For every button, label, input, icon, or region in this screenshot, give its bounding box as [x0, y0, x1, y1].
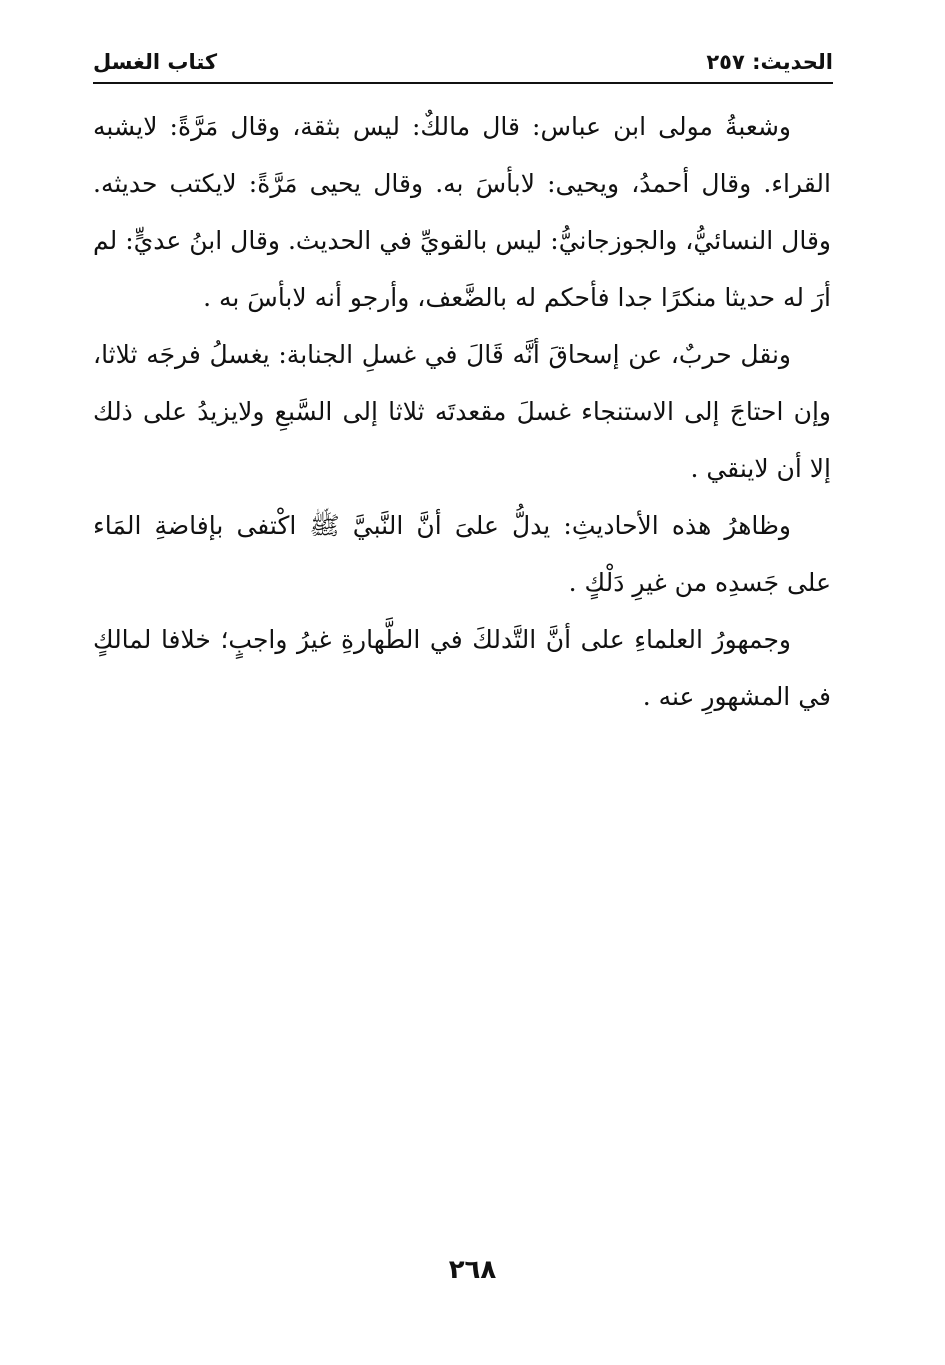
- paragraph-majority-opinion: وجمهورُ العلماءِ على أنَّ التَّدلكَ في الطَّهارةِ غيرُ واجبٍ؛ خلافا لمالكٍ في المشهورِ عنه .: [93, 625, 831, 711]
- chapter-title: كتاب الغسل: [93, 50, 218, 74]
- paragraph-narrator-shuba: وشعبةُ مولى ابن عباس: قال مالكٌ: ليس بثقة، وقال مَرَّةً: لايشبه القراء. وقال أحمدُ، ويحيى: لابأسَ به. وقال يحيى مَرَّةً: لايكتب حديثه. وقال النسائيُّ، والجوزجانيُّ: ليس بالقويِّ في الحديث. وقال ابنُ عديٍّ: لم أرَ له حديثا منكرًا جدا فأحكم له بالضَّعف، وأرجو أنه لابأسَ به .: [93, 112, 831, 312]
- hadith-number-title: الحديث: ٢٥٧: [706, 50, 833, 74]
- page-number: ٢٦٨: [448, 1255, 497, 1285]
- paragraph-harb-narration: ونقل حربٌ، عن إسحاقَ أنَّه قَالَ في غسلِ الجنابة: يغسلُ فرجَه ثلاثا، وإن احتاجَ إلى الاستنجاء غسلَ مقعدتَه ثلاثا إلى السَّبعِ ولايزيدُ على ذلك إلا أن لاينقي .: [93, 340, 831, 483]
- paragraph-apparent-meaning: وظاهرُ هذه الأحاديثِ: يدلُّ علىَ أنَّ النَّبيَّ ﷺ اكْتفى بإفاضةِ المَاء على جَسدِه من غيرِ دَلْكٍ .: [93, 511, 831, 597]
- running-header: [93, 40, 833, 84]
- body-text: [93, 98, 831, 725]
